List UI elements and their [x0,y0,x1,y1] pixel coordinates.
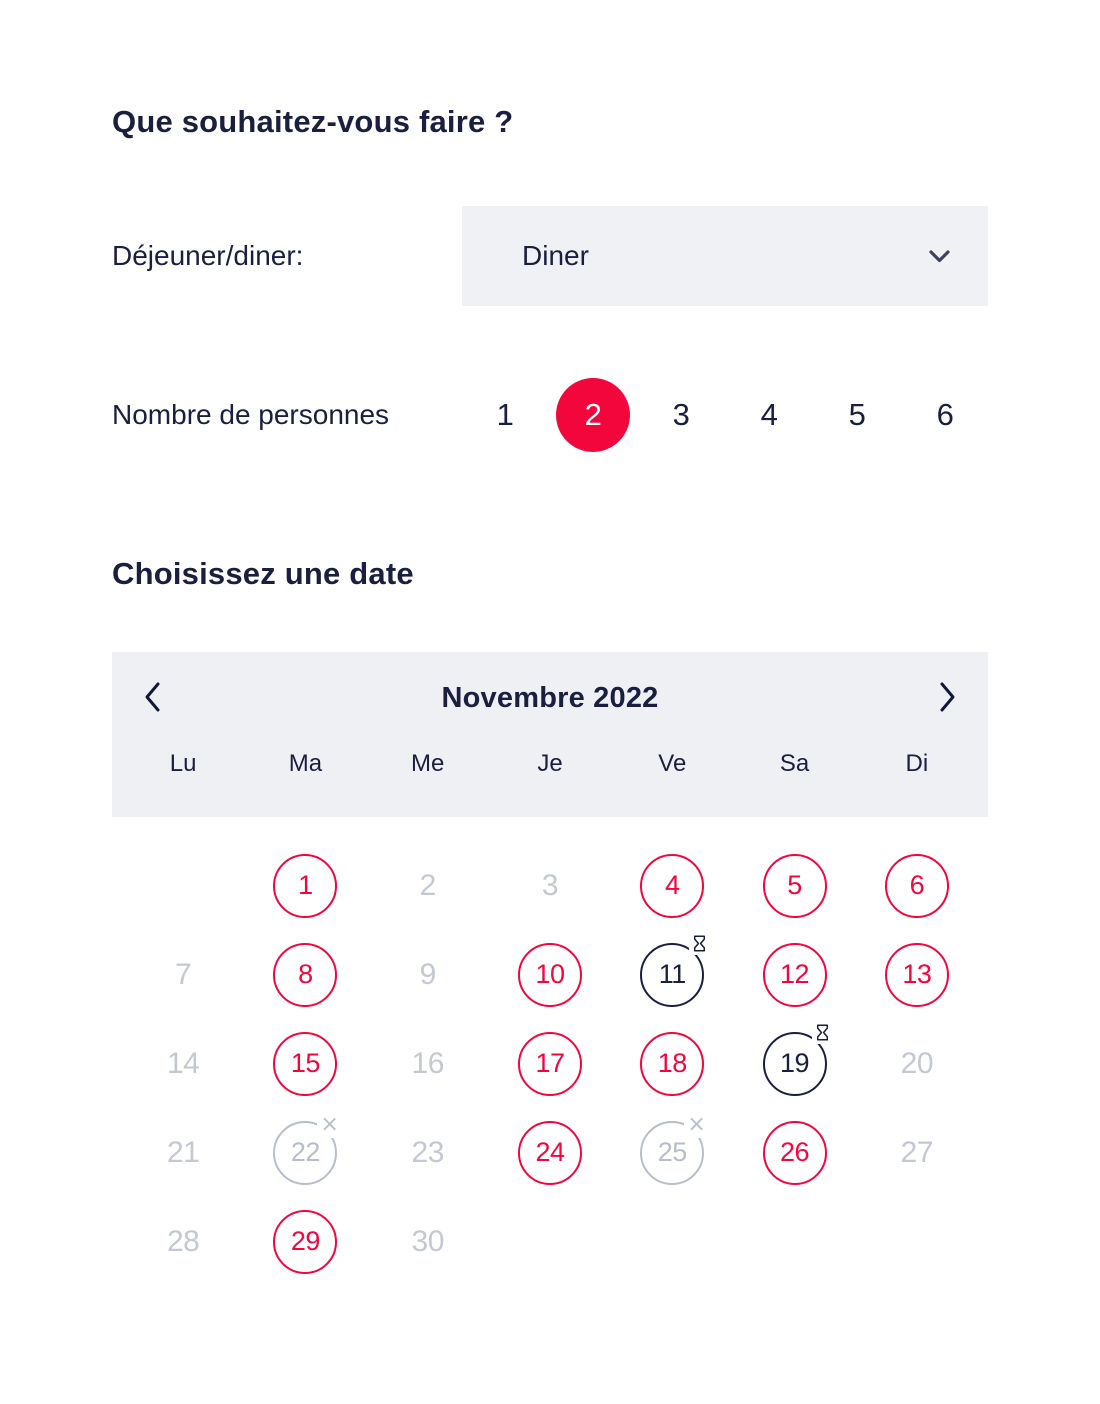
calendar-nav-row [112,652,988,744]
day-number[interactable] [763,943,827,1007]
day-number-label: 29 [290,1226,320,1256]
day-number-label: 20 [900,1046,934,1080]
section-title-date: Choisissez une date [112,556,414,591]
day-number [885,1121,949,1185]
weekday-label-me: Me [411,750,445,777]
x-icon: × [684,1113,708,1138]
day-number-label: 7 [175,957,192,991]
day-number-label: 28 [166,1224,200,1258]
day-number-label: 14 [166,1046,200,1080]
day-number[interactable] [640,854,704,918]
day-number-label: 8 [298,959,313,989]
party-size-label: Nombre de personnes [112,399,390,430]
calendar-day-20 [856,1019,978,1108]
party-size-option-6[interactable]: 6 [936,397,954,432]
day-number-label: 3 [541,868,559,902]
calendar-day-17[interactable] [489,1019,611,1108]
calendar-day-14 [122,1019,244,1108]
weekday-row [112,744,988,817]
calendar-day-empty [611,1197,733,1286]
day-number-label: 5 [787,870,802,900]
day-number [151,943,215,1007]
day-number-label: 26 [780,1137,810,1167]
day-number-label: 9 [419,957,436,991]
day-number-label: 12 [780,959,810,989]
day-number[interactable] [640,1032,704,1096]
calendar-day-15[interactable] [244,1019,366,1108]
section-title-what: Que souhaitez-vous faire ? [112,104,514,139]
calendar-day-28 [122,1197,244,1286]
calendar-day-13[interactable] [856,930,978,1019]
party-size-option-2[interactable]: 2 [556,378,630,452]
day-number-label: 11 [658,959,686,989]
day-number[interactable] [885,943,949,1007]
weekday-label-je: Je [537,750,563,777]
weekday-label-sa: Sa [779,750,810,777]
day-number-label: 17 [535,1048,565,1078]
calendar-day-5[interactable] [733,841,855,930]
calendar-day-26[interactable] [733,1108,855,1197]
day-number[interactable] [885,854,949,918]
day-number-label: 16 [411,1046,444,1080]
day-number-label: 30 [411,1224,444,1258]
day-number [518,854,582,918]
day-number-label: 21 [166,1135,200,1169]
day-number-label: 24 [535,1137,565,1167]
day-number [151,1032,215,1096]
chevron-left-icon [144,681,161,716]
day-number [885,1032,949,1096]
meal-select-row [112,206,988,306]
day-number [396,854,460,918]
day-number-label: 1 [298,870,313,900]
calendar-day-empty [856,1197,978,1286]
day-number [273,1111,339,1185]
calendar-day-24[interactable] [489,1108,611,1197]
weekday-label-lu: Lu [169,750,197,777]
party-size-option-3[interactable]: 3 [672,397,690,432]
day-number-label: 23 [411,1135,444,1169]
meal-select[interactable] [462,206,988,306]
calendar-day-9 [367,930,489,1019]
party-size-option-5[interactable]: 5 [848,397,866,432]
calendar-day-7 [122,930,244,1019]
calendar-day-19[interactable] [733,1019,855,1108]
chevron-right-icon [939,681,956,716]
chevron-down-icon [929,250,950,263]
calendar-day-2 [367,841,489,930]
day-number[interactable] [273,943,337,1007]
calendar-day-29[interactable] [244,1197,366,1286]
day-number-label: 25 [657,1137,687,1167]
party-size-options [462,378,988,452]
weekday-label-di: Di [905,750,929,777]
calendar-day-18[interactable] [611,1019,733,1108]
calendar-day-empty [489,1197,611,1286]
party-size-option-4[interactable]: 4 [760,397,778,432]
day-number[interactable] [518,1121,582,1185]
day-number[interactable] [273,1210,337,1274]
calendar-header [112,652,988,817]
day-number [396,943,460,1007]
calendar-day-30 [367,1197,489,1286]
day-number-label: 10 [535,959,565,989]
prev-month-button[interactable] [140,677,165,720]
party-size-row [112,378,988,452]
day-number-label: 2 [419,868,436,902]
day-number-label: 27 [900,1135,934,1169]
calendar-day-23 [367,1108,489,1197]
calendar-month-title: Novembre 2022 [441,681,659,714]
calendar-day-21 [122,1108,244,1197]
day-number [396,1210,460,1274]
day-number[interactable] [763,1032,827,1096]
calendar-day-25 [611,1108,733,1197]
day-number[interactable] [518,1032,582,1096]
day-number [640,1111,706,1185]
calendar-day-6[interactable] [856,841,978,930]
day-number-label: 4 [665,870,680,900]
calendar-day-empty [122,841,244,930]
calendar-day-1[interactable] [244,841,366,930]
hourglass-icon [689,933,710,955]
day-number-label: 15 [290,1048,320,1078]
day-number[interactable] [273,854,337,918]
calendar-day-10[interactable] [489,930,611,1019]
next-month-button[interactable] [935,677,960,720]
calendar-day-empty [733,1197,855,1286]
day-number [151,1121,215,1185]
x-icon: × [317,1113,341,1138]
calendar-day-grid [112,841,988,1286]
day-number[interactable] [640,943,704,1007]
hourglass-icon [812,1022,833,1044]
calendar-day-3 [489,841,611,930]
day-number[interactable] [763,854,827,918]
day-number[interactable] [273,1032,337,1096]
day-number [396,1032,460,1096]
calendar-day-8[interactable] [244,930,366,1019]
weekday-label-ma: Ma [288,750,323,777]
weekday-label-ve: Ve [658,750,687,777]
day-number-label: 22 [290,1137,320,1167]
calendar-day-11[interactable] [611,930,733,1019]
calendar-day-27 [856,1108,978,1197]
party-size-option-1[interactable]: 1 [496,397,514,432]
day-number-label: 18 [657,1048,687,1078]
calendar [112,652,988,1286]
calendar-day-22 [244,1108,366,1197]
day-number [396,1121,460,1185]
day-number [151,1210,215,1274]
day-number[interactable] [763,1121,827,1185]
day-number-label: 13 [902,959,932,989]
meal-select-value: Diner [522,240,589,271]
calendar-day-12[interactable] [733,930,855,1019]
calendar-day-4[interactable] [611,841,733,930]
day-number-label: 6 [909,870,925,900]
meal-select-label: Déjeuner/diner: [112,240,304,271]
day-number-label: 19 [780,1048,810,1078]
calendar-day-16 [367,1019,489,1108]
day-number[interactable] [518,943,582,1007]
